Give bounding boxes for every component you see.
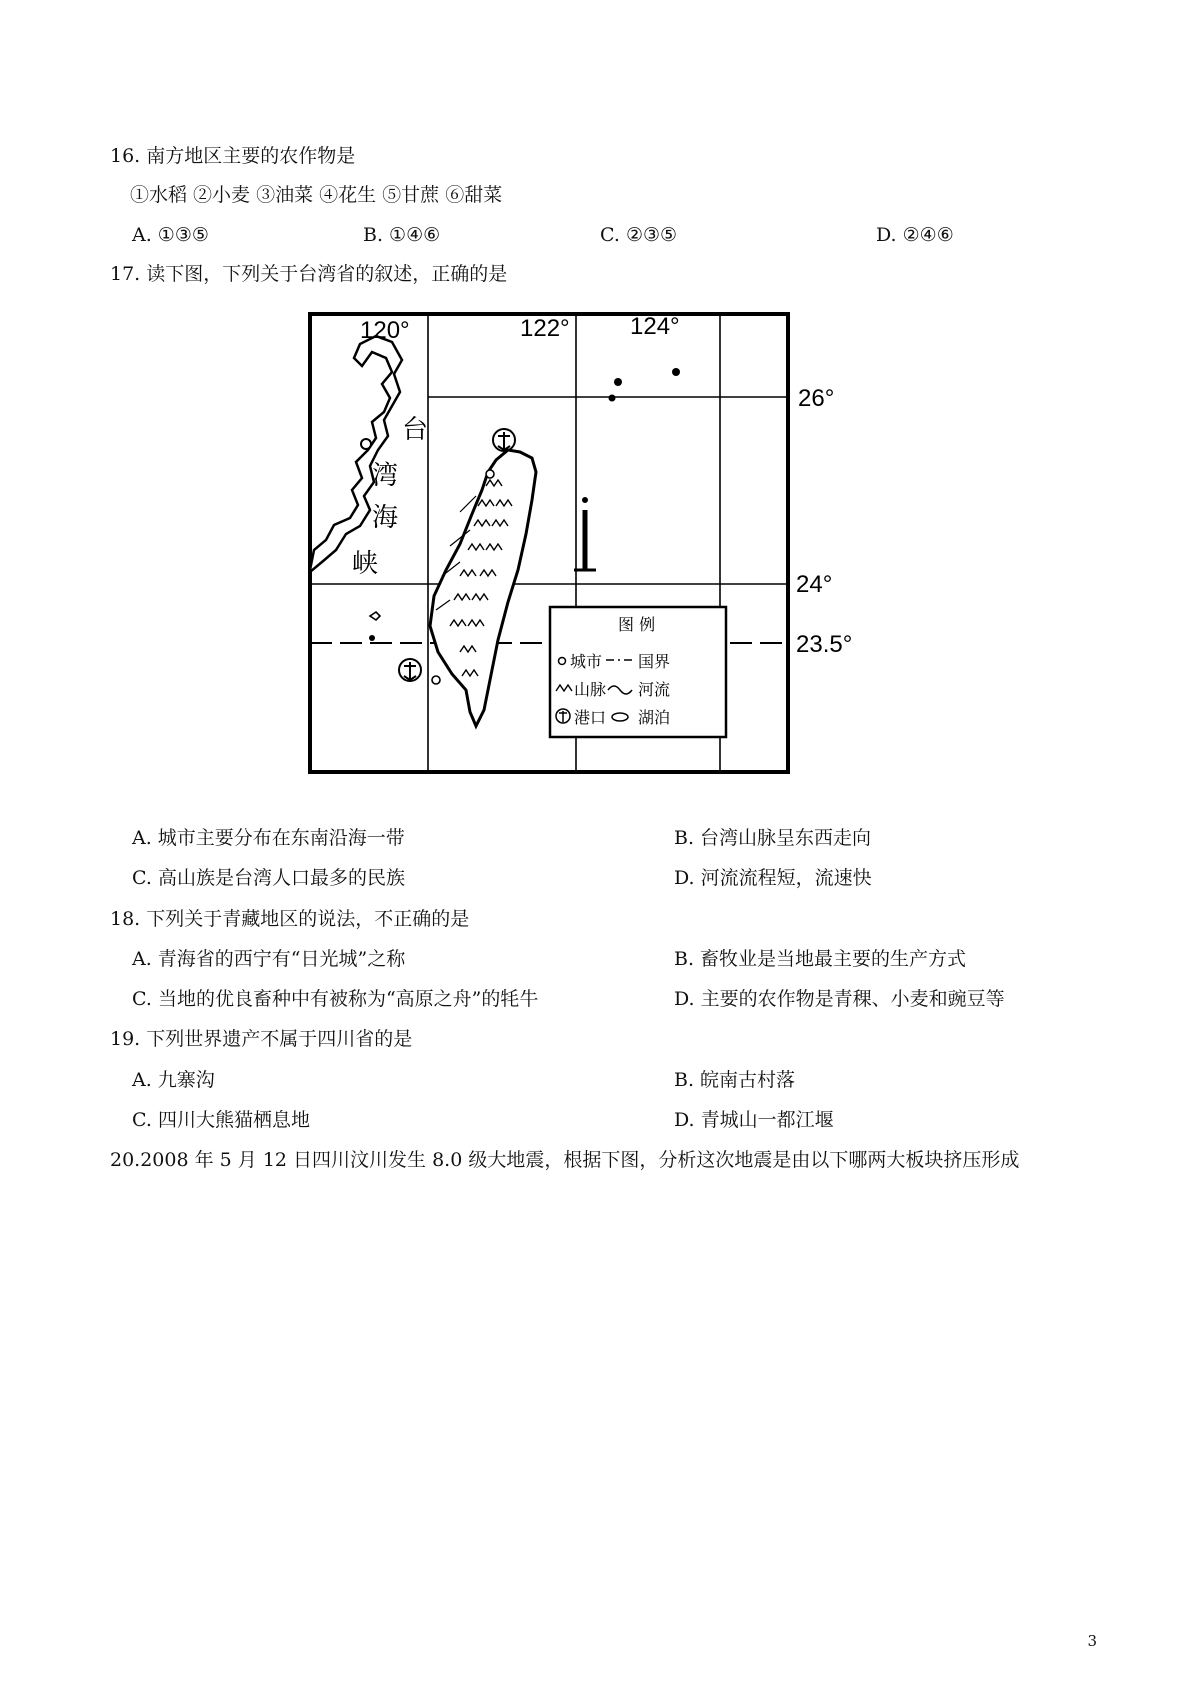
strait-label-char: 峡 xyxy=(352,549,379,579)
city-marker xyxy=(486,470,494,478)
offshore-feature xyxy=(574,497,596,570)
q18-option-b: B. 畜牧业是当地最主要的生产方式 xyxy=(674,948,967,970)
legend-title: 图 例 xyxy=(618,615,656,634)
q18-option-d: D. 主要的农作物是青稞、小麦和豌豆等 xyxy=(674,988,1005,1010)
q16-option-d: D. ②④⑥ xyxy=(876,224,954,246)
island xyxy=(369,635,375,641)
legend-item-border: 国界 xyxy=(638,652,671,671)
page-number: 3 xyxy=(1087,1632,1097,1650)
island xyxy=(609,395,616,402)
latitude-label-23-5: 23.5° xyxy=(796,631,853,658)
legend-item-lake: 湖泊 xyxy=(638,708,671,727)
port-marker-south xyxy=(399,659,421,681)
q18-option-a: A. 青海省的西宁有“日光城”之称 xyxy=(132,948,406,970)
island xyxy=(614,378,622,386)
q16-option-b: B. ①④⑥ xyxy=(363,224,441,246)
port-marker-north xyxy=(493,429,515,451)
q17-option-b: B. 台湾山脉呈东西走向 xyxy=(674,827,872,849)
q19-option-a: A. 九寨沟 xyxy=(132,1069,215,1091)
strait-label-char: 湾 xyxy=(372,461,399,491)
q19-option-c: C. 四川大熊猫栖息地 xyxy=(132,1109,310,1131)
q16-option-c: C. ②③⑤ xyxy=(600,224,678,246)
question-20-stem: 20.2008 年 5 月 12 日四川汶川发生 8.0 级大地震，根据下图，分析这次地震是由以下哪两大板块挤压形成 xyxy=(110,1149,1020,1171)
island xyxy=(672,368,680,376)
city-marker xyxy=(361,439,371,449)
latitude-label-24: 24° xyxy=(796,571,833,598)
strait-label-char: 海 xyxy=(372,503,399,533)
longitude-label-120: 120° xyxy=(360,317,410,344)
island xyxy=(370,612,380,620)
longitude-label-122: 122° xyxy=(520,315,570,342)
question-19-stem: 19. 下列世界遗产不属于四川省的是 xyxy=(110,1028,413,1050)
q17-option-c: C. 高山族是台湾人口最多的民族 xyxy=(132,867,405,889)
question-18-stem: 18. 下列关于青藏地区的说法，不正确的是 xyxy=(110,908,470,930)
q17-option-d: D. 河流流程短，流速快 xyxy=(674,867,872,889)
taiwan-island xyxy=(430,450,536,726)
mainland-coast xyxy=(310,336,402,572)
legend-item-river: 河流 xyxy=(638,680,671,699)
longitude-label-124: 124° xyxy=(630,313,680,340)
strait-label-char: 台 xyxy=(402,415,429,445)
city-marker xyxy=(432,676,440,684)
question-16-stem: 16. 南方地区主要的农作物是 xyxy=(110,145,356,167)
legend-city-icon xyxy=(559,658,566,665)
q19-option-d: D. 青城山一都江堰 xyxy=(674,1109,834,1131)
legend-item-port: 港口 xyxy=(574,708,607,727)
latitude-label-26: 26° xyxy=(798,385,835,412)
q19-option-b: B. 皖南古村落 xyxy=(674,1069,796,1091)
taiwan-map xyxy=(300,300,860,800)
q18-option-c: C. 当地的优良畜种中有被称为“高原之舟”的牦牛 xyxy=(132,988,539,1010)
question-17-stem: 17. 读下图，下列关于台湾省的叙述，正确的是 xyxy=(110,263,508,285)
legend-item-mountain: 山脉 xyxy=(574,680,607,699)
question-16-items: ①水稻 ②小麦 ③油菜 ④花生 ⑤甘蔗 ⑥甜菜 xyxy=(130,184,503,206)
map-legend xyxy=(550,607,726,737)
q17-option-a: A. 城市主要分布在东南沿海一带 xyxy=(132,827,405,849)
q16-option-a: A. ①③⑤ xyxy=(132,224,209,246)
legend-item-city: 城市 xyxy=(570,652,603,671)
